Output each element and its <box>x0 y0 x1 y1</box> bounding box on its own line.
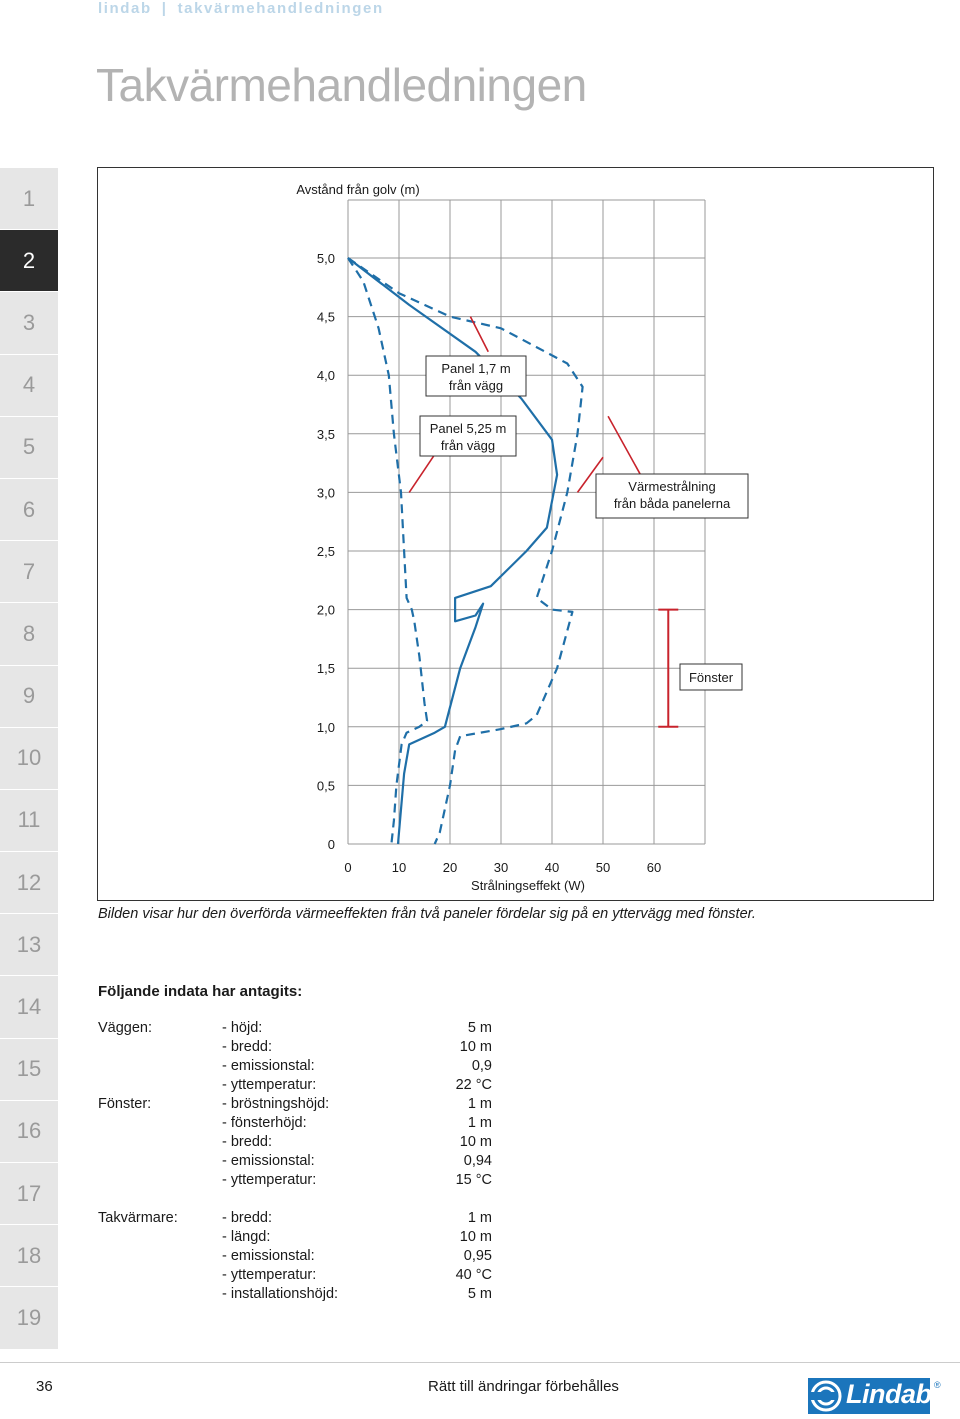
y-tick-label: 0 <box>327 837 335 852</box>
data-row <box>98 1248 498 1267</box>
y-tick-label: 0,5 <box>316 778 335 794</box>
x-tick-label: 60 <box>646 860 662 875</box>
chapter-tab-1[interactable]: 1 <box>0 168 58 230</box>
data-value: 0,94 <box>463 1153 492 1169</box>
x-tick-label: 30 <box>493 860 509 875</box>
y-tick-label: 3,0 <box>316 485 335 501</box>
data-row <box>98 1172 498 1191</box>
data-group: Väggen: <box>98 1020 153 1036</box>
data-value: 10 m <box>459 1039 492 1055</box>
chapter-tab-5[interactable]: 5 <box>0 417 58 479</box>
radiation-chart <box>98 168 935 902</box>
chapter-tab-8[interactable]: 8 <box>0 603 58 665</box>
chapter-tab-7[interactable]: 7 <box>0 541 58 603</box>
data-value: 1 m <box>467 1096 492 1112</box>
input-data-title: Följande indata har antagits: <box>98 983 303 1000</box>
y-tick-label: 1,5 <box>316 661 335 677</box>
data-value: 0,9 <box>471 1058 492 1074</box>
data-row <box>98 1020 498 1039</box>
x-tick-label: 10 <box>391 860 407 875</box>
svg-text:®: ® <box>934 1380 941 1390</box>
data-label: - yttemperatur: <box>222 1172 317 1188</box>
footer-notice: Rätt till ändringar förbehålles <box>428 1378 619 1395</box>
chapter-tab-12[interactable]: 12 <box>0 852 58 914</box>
chapter-tab-14[interactable]: 14 <box>0 976 58 1038</box>
data-value: 5 m <box>467 1286 492 1302</box>
data-label: - emissionstal: <box>222 1058 315 1074</box>
chapter-tab-18[interactable]: 18 <box>0 1225 58 1287</box>
data-group: Takvärmare: <box>98 1210 178 1226</box>
footer-divider <box>0 1362 960 1363</box>
chapter-tab-11[interactable]: 11 <box>0 790 58 852</box>
header-separator: | <box>161 0 168 17</box>
data-value: 1 m <box>467 1210 492 1226</box>
data-row <box>98 1039 498 1058</box>
x-axis-label: Strålningseffekt (W) <box>471 878 585 893</box>
chapter-tab-4[interactable]: 4 <box>0 355 58 417</box>
annotation-pointer <box>470 317 488 352</box>
data-label: - emissionstal: <box>222 1248 315 1264</box>
data-label: - längd: <box>222 1229 271 1245</box>
radiation-chart-figure <box>97 167 934 901</box>
data-row <box>98 1229 498 1248</box>
x-tick-label: 40 <box>544 860 560 875</box>
chapter-tab-6[interactable]: 6 <box>0 479 58 541</box>
data-group: Fönster: <box>98 1096 152 1112</box>
y-tick-label: 2,0 <box>316 602 335 618</box>
data-value: 5 m <box>467 1020 492 1036</box>
y-tick-label: 4,5 <box>316 309 335 325</box>
chapter-tab-19[interactable]: 19 <box>0 1287 58 1349</box>
data-row <box>98 1153 498 1172</box>
data-value: 10 m <box>459 1134 492 1150</box>
header-brand: lindab <box>98 0 152 17</box>
data-value: 10 m <box>459 1229 492 1245</box>
data-row <box>98 1286 498 1305</box>
x-tick-label: 20 <box>442 860 458 875</box>
y-tick-label: 5,0 <box>316 251 335 266</box>
y-tick-label: 4,0 <box>316 368 335 384</box>
header-section: takvärmehandledningen <box>177 0 384 17</box>
y-tick-label: 1,0 <box>316 719 335 735</box>
x-tick-label: 50 <box>595 860 611 875</box>
data-label: - bredd: <box>222 1134 272 1150</box>
chapter-tab-2[interactable]: 2 <box>0 230 58 292</box>
data-label: - emissionstal: <box>222 1153 315 1169</box>
chapter-tab-15[interactable]: 15 <box>0 1039 58 1101</box>
logo-text: Lindab <box>846 1379 932 1409</box>
data-row <box>98 1134 498 1153</box>
page-number: 36 <box>36 1378 53 1395</box>
chapter-tab-16[interactable]: 16 <box>0 1101 58 1163</box>
page-title: Takvärmehandledningen <box>96 59 587 111</box>
data-row <box>98 1115 498 1134</box>
annotation-window: Fönster <box>688 670 734 685</box>
data-value: 0,95 <box>463 1248 492 1264</box>
chapter-tabs <box>0 168 58 1350</box>
data-value: 1 m <box>467 1115 492 1131</box>
annotation-panel-525: Panel 5,25 m från vägg <box>429 421 507 453</box>
annotation-pointer <box>608 416 644 480</box>
running-header <box>98 0 384 17</box>
annotation-radiation: Värmestrålning från båda panelerna <box>613 479 731 511</box>
data-row <box>98 1267 498 1286</box>
data-label: - höjd: <box>222 1020 263 1036</box>
data-label: - bredd: <box>222 1210 272 1226</box>
data-label: - fönsterhöjd: <box>222 1115 307 1131</box>
data-value: 40 °C <box>455 1267 492 1283</box>
data-row <box>98 1077 498 1096</box>
data-value: 22 °C <box>455 1077 492 1093</box>
chapter-tab-13[interactable]: 13 <box>0 914 58 976</box>
y-tick-label: 2,5 <box>316 544 335 559</box>
y-tick-label: 3,5 <box>316 426 335 442</box>
data-row <box>98 1210 498 1229</box>
chapter-tab-9[interactable]: 9 <box>0 666 58 728</box>
data-label: - installationshöjd: <box>222 1286 339 1302</box>
data-label: - bredd: <box>222 1039 272 1055</box>
chapter-tab-17[interactable]: 17 <box>0 1163 58 1225</box>
data-value: 15 °C <box>455 1172 492 1188</box>
chapter-tab-10[interactable]: 10 <box>0 728 58 790</box>
chapter-tab-3[interactable]: 3 <box>0 292 58 354</box>
data-label: - yttemperatur: <box>222 1077 317 1093</box>
data-label: - yttemperatur: <box>222 1267 317 1283</box>
figure-caption: Bilden visar hur den överförda värmeeffekten från två paneler fördelar sig på en yttervägg med fönster. <box>98 906 756 922</box>
data-row <box>98 1096 498 1115</box>
data-row <box>98 1058 498 1077</box>
lindab-logo <box>808 1378 941 1414</box>
y-axis-label: Avstånd från golv (m) <box>296 182 420 197</box>
data-label: - bröstningshöjd: <box>222 1096 330 1112</box>
x-tick-label: 0 <box>344 860 352 875</box>
annotation-panel-17: Panel 1,7 m från vägg <box>441 361 511 393</box>
